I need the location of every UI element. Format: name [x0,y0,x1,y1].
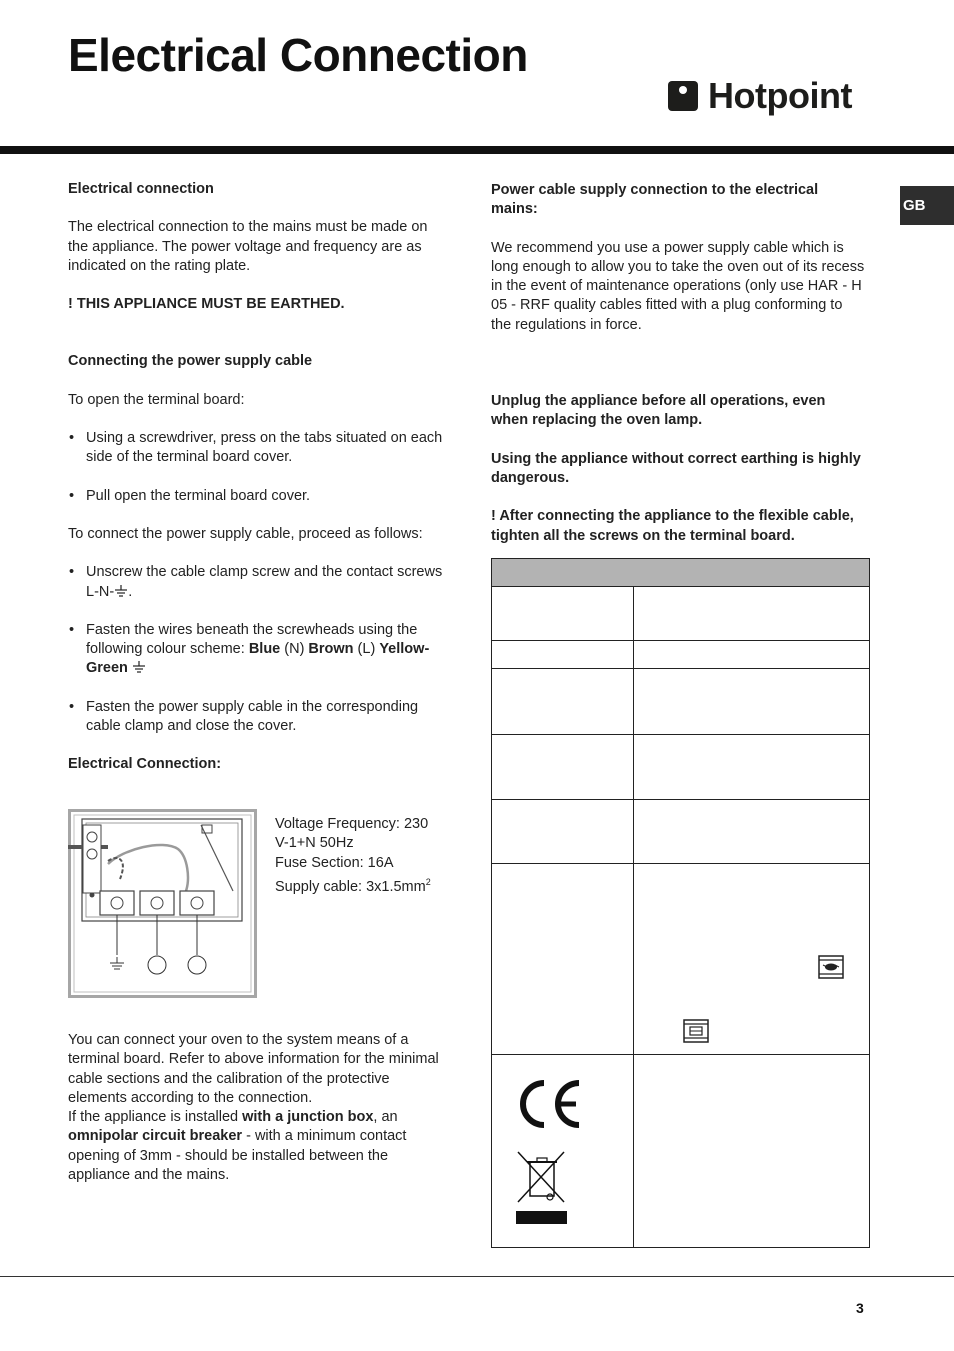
circuit-breaker-bold: omnipolar circuit breaker [68,1128,243,1145]
heading-power-supply: Power cable supply connection to the electrical mains: [491,182,819,218]
ce-mark-icon [516,1077,582,1131]
warning-unplug: Unplug the appliance before all operations, even when replacing the oven lamp. [491,393,826,429]
table-row-line [492,668,869,669]
right-column [491,181,866,565]
blue-label: Blue [248,641,281,658]
brand-name: Hotpoint [708,75,852,116]
open-terminal-list [68,429,446,506]
paragraph-junction: If the appliance is installed with a junction box, an omnipolar circuit breaker - with a minimum contact opening of 3mm - should be installed between the appliance and the mains. [68,1109,407,1184]
junction-box-bold: with a junction box [242,1109,374,1126]
brown-label: Brown [308,641,354,658]
paragraph-open-terminal: To open the terminal board: [68,391,245,408]
list-item: • Fasten the power supply cable in the corresponding cable clamp and close the cover. [68,698,446,737]
spec-cable: Supply cable: $3x1.5mm^2$ [275,876,431,895]
paragraph-mains: The electrical connection to the mains must be made on the appliance. The power voltage and frequency are as indicated on the rating plate. [68,219,428,274]
warning-screws: ! After connecting the appliance to the flexible cable, tighten all the screws on the terminal board. [491,508,854,544]
warning-earthing: Using the appliance without correct earthing is highly dangerous. [491,450,861,486]
earth-icon [114,585,128,597]
spec-voltage: Voltage Frequency: 230 [275,816,429,832]
table-row-line [492,799,869,800]
spec-phase: V-1+N 50Hz [275,835,354,852]
table-row-line [492,640,869,641]
fasten-text: Fasten the wires beneath the screwheads using the following colour scheme: [86,621,418,658]
unscrew-end: . [128,583,133,600]
oven-function-icon [818,955,844,979]
spec-block [275,815,455,897]
yellow-green-label: Yellow-Green [86,641,430,677]
paragraph-recommend: We recommend you use a power supply cable which is long enough to allow you to take the oven out of its recess in the event of maintenance operations (only use HAR - H 05 - RRF quality cables fitted with a plug conforming to the regulations in force. [491,239,865,333]
page-number: 3 [856,1300,864,1316]
spec-superscript: 2 [425,876,431,887]
earth-icon [132,661,146,673]
paragraph-connect: To connect the power supply cable, proceed as follows: [68,525,423,542]
language-tab: GB [900,186,954,225]
list-item [68,563,446,602]
heading-electrical-connection: Electrical connection [68,181,214,197]
table-header [492,559,869,587]
list-item: • Pull open the terminal board cover. [68,487,446,506]
brand-logo [668,75,852,116]
warning-earthed: ! THIS APPLIANCE MUST BE EARTHED. [68,296,345,313]
table-row-line [492,1054,869,1055]
table-row-line [492,863,869,864]
table-divider [633,587,634,1247]
l-label: (L) [353,641,380,658]
list-item [68,621,446,679]
n-label: (N) [280,641,309,658]
paragraph-system: You can connect your oven to the system means of a terminal board. Refer to above information for the minimal cable sections and the calibration of the protective elements according to the connection. [68,1032,439,1106]
terminal-board-diagram [68,809,257,998]
footer-rule [0,1276,954,1277]
heading-power-cable: Connecting the power supply cable [68,353,313,370]
heading-electrical-connection-2: Electrical Connection: [68,756,222,773]
spec-fuse: Fuse Section: 16A [275,854,394,871]
junction-box-text [68,1031,446,1185]
weee-bin-icon [516,1150,568,1226]
unscrew-text: Unscrew the cable clamp screw and the contact screws L-N- [86,564,443,600]
page-title: Electrical Connection [68,29,528,81]
header-rule [0,146,954,154]
list-item: • Using a screwdriver, press on the tabs situated on each side of the terminal board cover. [68,429,446,468]
left-column [68,180,446,794]
connect-list [68,563,446,736]
table-row-line [492,734,869,735]
rating-table [491,558,870,1248]
oven-grill-icon [683,1019,709,1043]
brand-logo-icon [668,81,698,111]
